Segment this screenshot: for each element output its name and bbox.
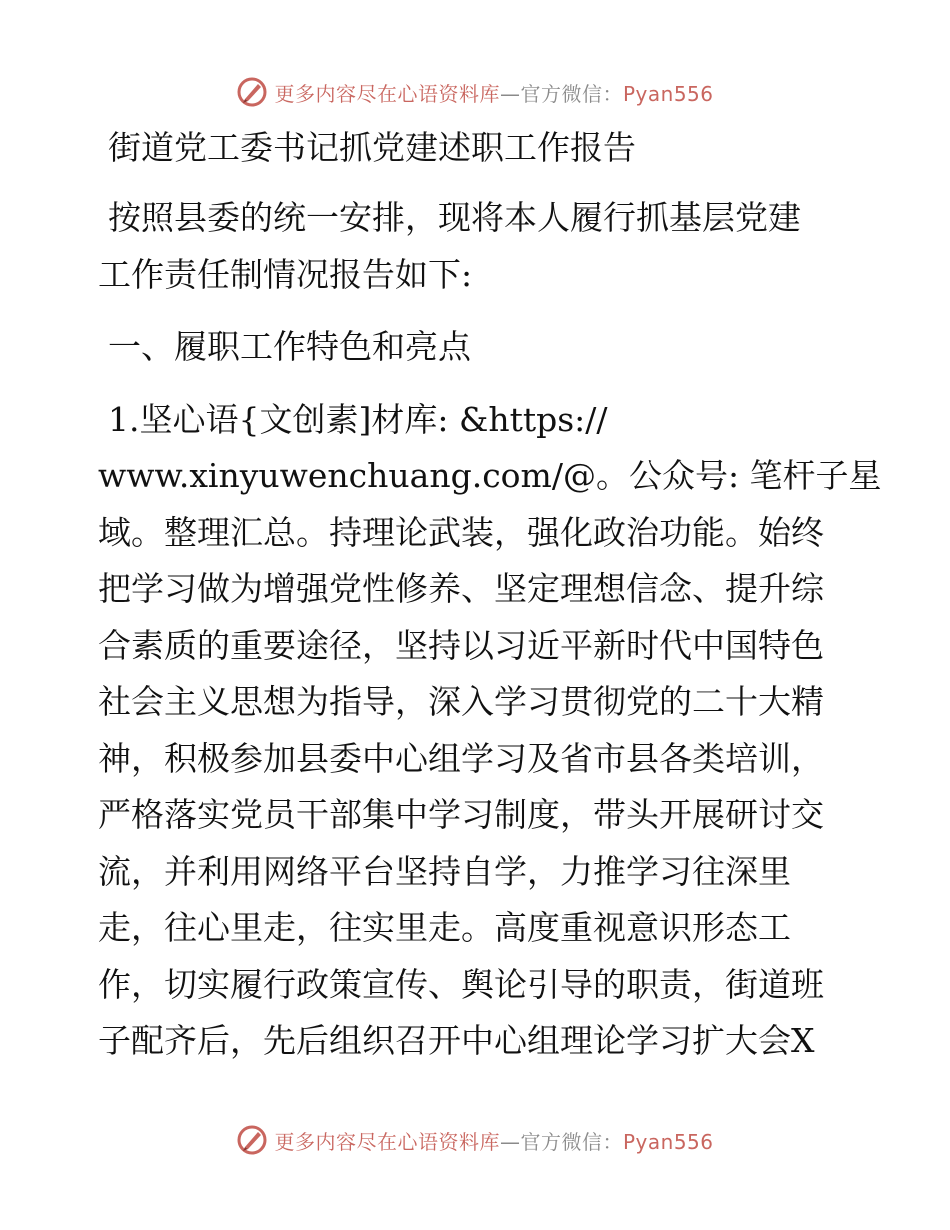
body-line: 神，积极参加县委中心组学习及省市县各类培训， bbox=[98, 738, 824, 778]
section-heading: 一、履职工作特色和亮点 bbox=[108, 327, 471, 366]
body-line: 严格落实党员干部集中学习制度，带头开展研讨交 bbox=[98, 795, 824, 834]
footer-watermark-banner bbox=[0, 1120, 950, 1160]
body-line: 子配齐后，先后组织召开中心组理论学习扩大会X bbox=[98, 1021, 815, 1060]
pen-logo-icon bbox=[236, 1124, 268, 1156]
banner-text bbox=[274, 78, 713, 107]
banner-site-name: 更多内容尽在心语资料库 bbox=[274, 81, 500, 106]
body-line: 合素质的重要途径，坚持以习近平新时代中国特色 bbox=[98, 625, 824, 665]
body-line: 走，往心里走，往实里走。高度重视意识形态工 bbox=[98, 908, 791, 947]
banner-text bbox=[274, 1126, 713, 1155]
pen-logo-icon bbox=[236, 76, 268, 108]
intro-line: 按照县委的统一安排，现将本人履行抓基层党建 bbox=[108, 198, 801, 237]
document-body bbox=[98, 120, 882, 1070]
header-watermark-banner bbox=[0, 72, 950, 112]
banner-separator: —官方微信： bbox=[499, 1129, 623, 1154]
document-title: 街道党工委书记抓党建述职工作报告 bbox=[108, 128, 636, 167]
banner-wechat-id: Pyan556 bbox=[622, 1129, 714, 1154]
body-line: 社会主义思想为指导，深入学习贯彻党的二十大精 bbox=[98, 682, 824, 721]
body-line: 1.坚心语{文创素]材库: &https:// bbox=[108, 399, 608, 439]
body-line: www.xinyuwenchuang.com/@。公众号: 笔杆子星 bbox=[98, 456, 882, 495]
body-line: 流，并利用网络平台坚持自学，力推学习往深里 bbox=[98, 851, 791, 891]
banner-site-name: 更多内容尽在心语资料库 bbox=[274, 1129, 500, 1154]
intro-line: 工作责任制情况报告如下: bbox=[98, 254, 473, 294]
body-line: 把学习做为增强党性修养、坚定理想信念、提升综 bbox=[98, 569, 824, 608]
banner-separator: —官方微信： bbox=[499, 81, 623, 106]
banner-wechat-id: Pyan556 bbox=[622, 81, 714, 106]
body-line: 域。整理汇总。持理论武装，强化政治功能。始终 bbox=[98, 512, 824, 552]
body-line: 作，切实履行政策宣传、舆论引导的职责，街道班 bbox=[98, 964, 824, 1004]
